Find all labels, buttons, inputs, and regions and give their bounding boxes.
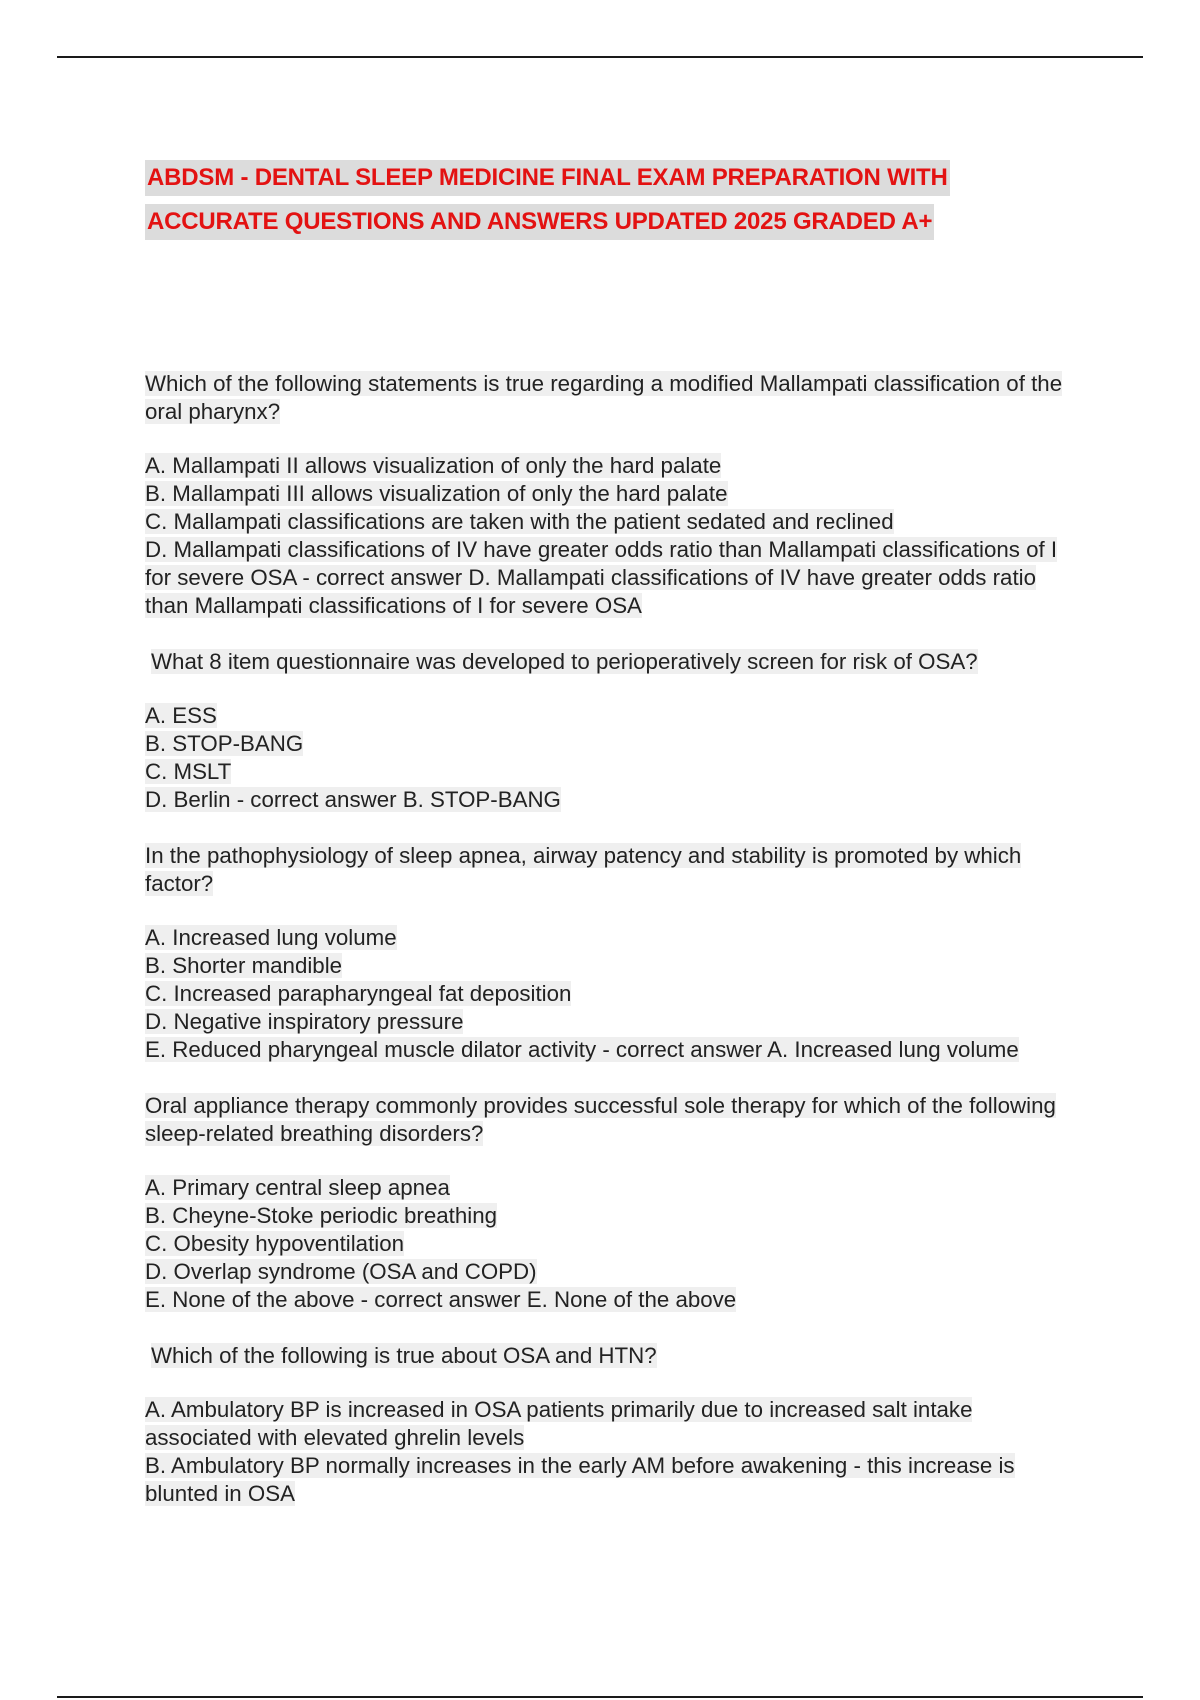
option-item: E. None of the above - correct answer E. None of the above [145,1287,737,1312]
option-item: C. Obesity hypoventilation [145,1231,405,1256]
option-item: B. Mallampati III allows visualization of only the hard palate [145,481,728,506]
document-title [145,160,1075,248]
option-item: B. Shorter mandible [145,953,343,978]
top-rule [57,56,1143,58]
title-line-1: ABDSM - DENTAL SLEEP MEDICINE FINAL EXAM PREPARATION WITH [145,160,950,196]
question-text: Which of the following statements is true regarding a modified Mallampati classification of the oral pharynx? [145,371,1063,424]
option-item: B. Ambulatory BP normally increases in the early AM before awakening - this increase is blunted in OSA [145,1453,1015,1506]
title-line-2: ACCURATE QUESTIONS AND ANSWERS UPDATED 2025 GRADED A+ [145,204,934,240]
question-text: Which of the following is true about OSA and HTN? [151,1343,657,1368]
question-1 [145,370,1075,426]
option-item: B. STOP-BANG [145,731,304,756]
option-item: A. Ambulatory BP is increased in OSA patients primarily due to increased salt intake associated with elevated ghrelin levels [145,1397,973,1450]
option-item: D. Overlap syndrome (OSA and COPD) [145,1259,537,1284]
question-5-options [145,1396,1075,1508]
option-item: A. Mallampati II allows visualization of only the hard palate [145,453,722,478]
question-text: Oral appliance therapy commonly provides successful sole therapy for which of the following sleep-related breathing disorders? [145,1093,1056,1146]
option-item: D. Negative inspiratory pressure [145,1009,464,1034]
option-item: C. MSLT [145,759,232,784]
question-3-options [145,924,1075,1064]
question-text: What 8 item questionnaire was developed to perioperatively screen for risk of OSA? [151,649,978,674]
question-3 [145,842,1075,898]
option-item: A. Increased lung volume [145,925,397,950]
option-item: A. ESS [145,703,217,728]
question-1-options [145,452,1075,620]
question-4-options [145,1174,1075,1314]
option-item: D. Mallampati classifications of IV have greater odds ratio than Mallampati classifications of I for severe OSA - correct answer D. Mallampati classifications of IV have greater odds ratio than Mallampati classifications of I for severe OSA [145,537,1058,618]
option-item: B. Cheyne-Stoke periodic breathing [145,1203,498,1228]
question-4 [145,1092,1075,1148]
question-text: In the pathophysiology of sleep apnea, airway patency and stability is promoted by which factor? [145,843,1022,896]
question-2 [145,648,1075,676]
option-item: A. Primary central sleep apnea [145,1175,450,1200]
option-item: C. Mallampati classifications are taken with the patient sedated and reclined [145,509,894,534]
document-body [145,160,1075,1536]
option-item: D. Berlin - correct answer B. STOP-BANG [145,787,561,812]
option-item: E. Reduced pharyngeal muscle dilator activity - correct answer A. Increased lung volume [145,1037,1019,1062]
bottom-rule [57,1696,1143,1698]
option-item: C. Increased parapharyngeal fat deposition [145,981,572,1006]
question-2-options [145,702,1075,814]
question-5 [145,1342,1075,1370]
